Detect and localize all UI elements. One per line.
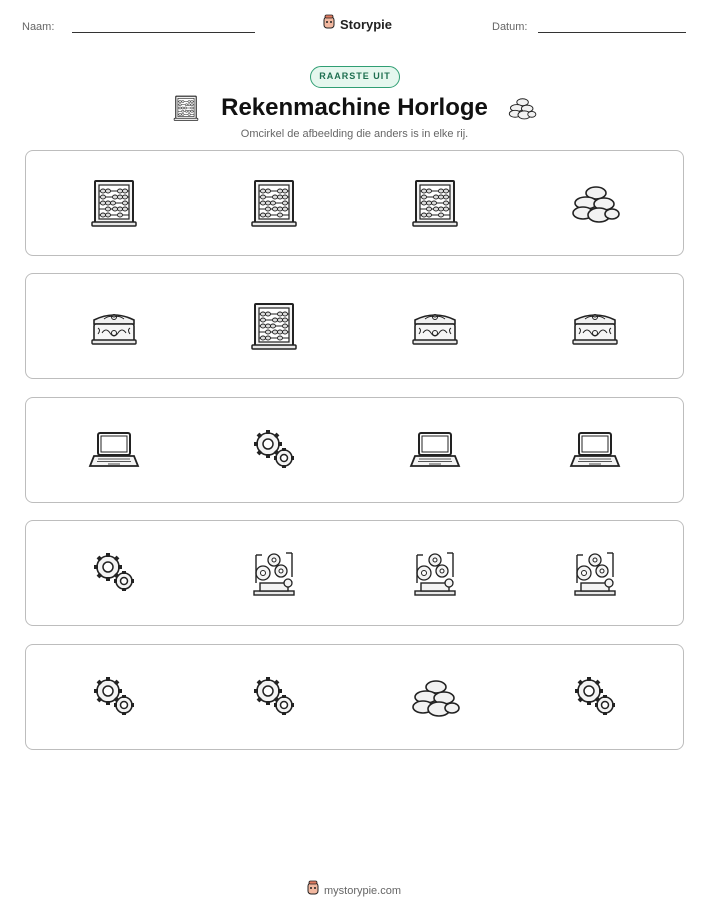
gears-icon[interactable] bbox=[569, 671, 621, 723]
laptop-icon[interactable] bbox=[569, 424, 621, 476]
machine-icon[interactable] bbox=[569, 547, 621, 599]
gears-icon[interactable] bbox=[88, 671, 140, 723]
footer-url: mystorypie.com bbox=[324, 884, 402, 897]
title-abacus-icon bbox=[172, 93, 200, 128]
storypie-mascot-icon bbox=[322, 14, 336, 35]
puzzle-row-1 bbox=[25, 150, 684, 256]
title-row bbox=[0, 90, 709, 126]
gears-icon[interactable] bbox=[88, 547, 140, 599]
puzzle-row-3 bbox=[25, 397, 684, 503]
title-stones-icon bbox=[506, 93, 538, 128]
laptop-icon[interactable] bbox=[409, 424, 461, 476]
brand-logo bbox=[322, 14, 392, 35]
gears-icon[interactable] bbox=[248, 424, 300, 476]
name-label: Naam: bbox=[22, 21, 55, 33]
laptop-icon[interactable] bbox=[88, 424, 140, 476]
puzzle-row-2 bbox=[25, 273, 684, 379]
puzzle-row-5 bbox=[25, 644, 684, 750]
footer bbox=[306, 880, 401, 901]
machine-icon[interactable] bbox=[409, 547, 461, 599]
storypie-mascot-icon bbox=[306, 880, 320, 901]
ornate-box-icon[interactable] bbox=[409, 300, 461, 352]
ornate-box-icon[interactable] bbox=[88, 300, 140, 352]
name-field-line[interactable] bbox=[72, 32, 255, 33]
abacus-icon[interactable] bbox=[248, 300, 300, 352]
abacus-icon[interactable] bbox=[409, 177, 461, 229]
gears-icon[interactable] bbox=[248, 671, 300, 723]
date-label: Datum: bbox=[492, 21, 528, 33]
puzzle-row-4 bbox=[25, 520, 684, 626]
instructions: Omcirkel de afbeelding die anders is in elke rij. bbox=[240, 128, 469, 140]
machine-icon[interactable] bbox=[248, 547, 300, 599]
worksheet-header bbox=[0, 0, 709, 40]
page-title: Rekenmachine Horloge bbox=[221, 94, 488, 121]
stones-icon[interactable] bbox=[409, 671, 461, 723]
difficulty-badge: RAARSTE UIT bbox=[310, 66, 400, 88]
brand-name: Storypie bbox=[340, 17, 393, 32]
stones-icon[interactable] bbox=[569, 177, 621, 229]
abacus-icon[interactable] bbox=[88, 177, 140, 229]
ornate-box-icon[interactable] bbox=[569, 300, 621, 352]
abacus-icon[interactable] bbox=[248, 177, 300, 229]
date-field-line[interactable] bbox=[538, 32, 686, 33]
